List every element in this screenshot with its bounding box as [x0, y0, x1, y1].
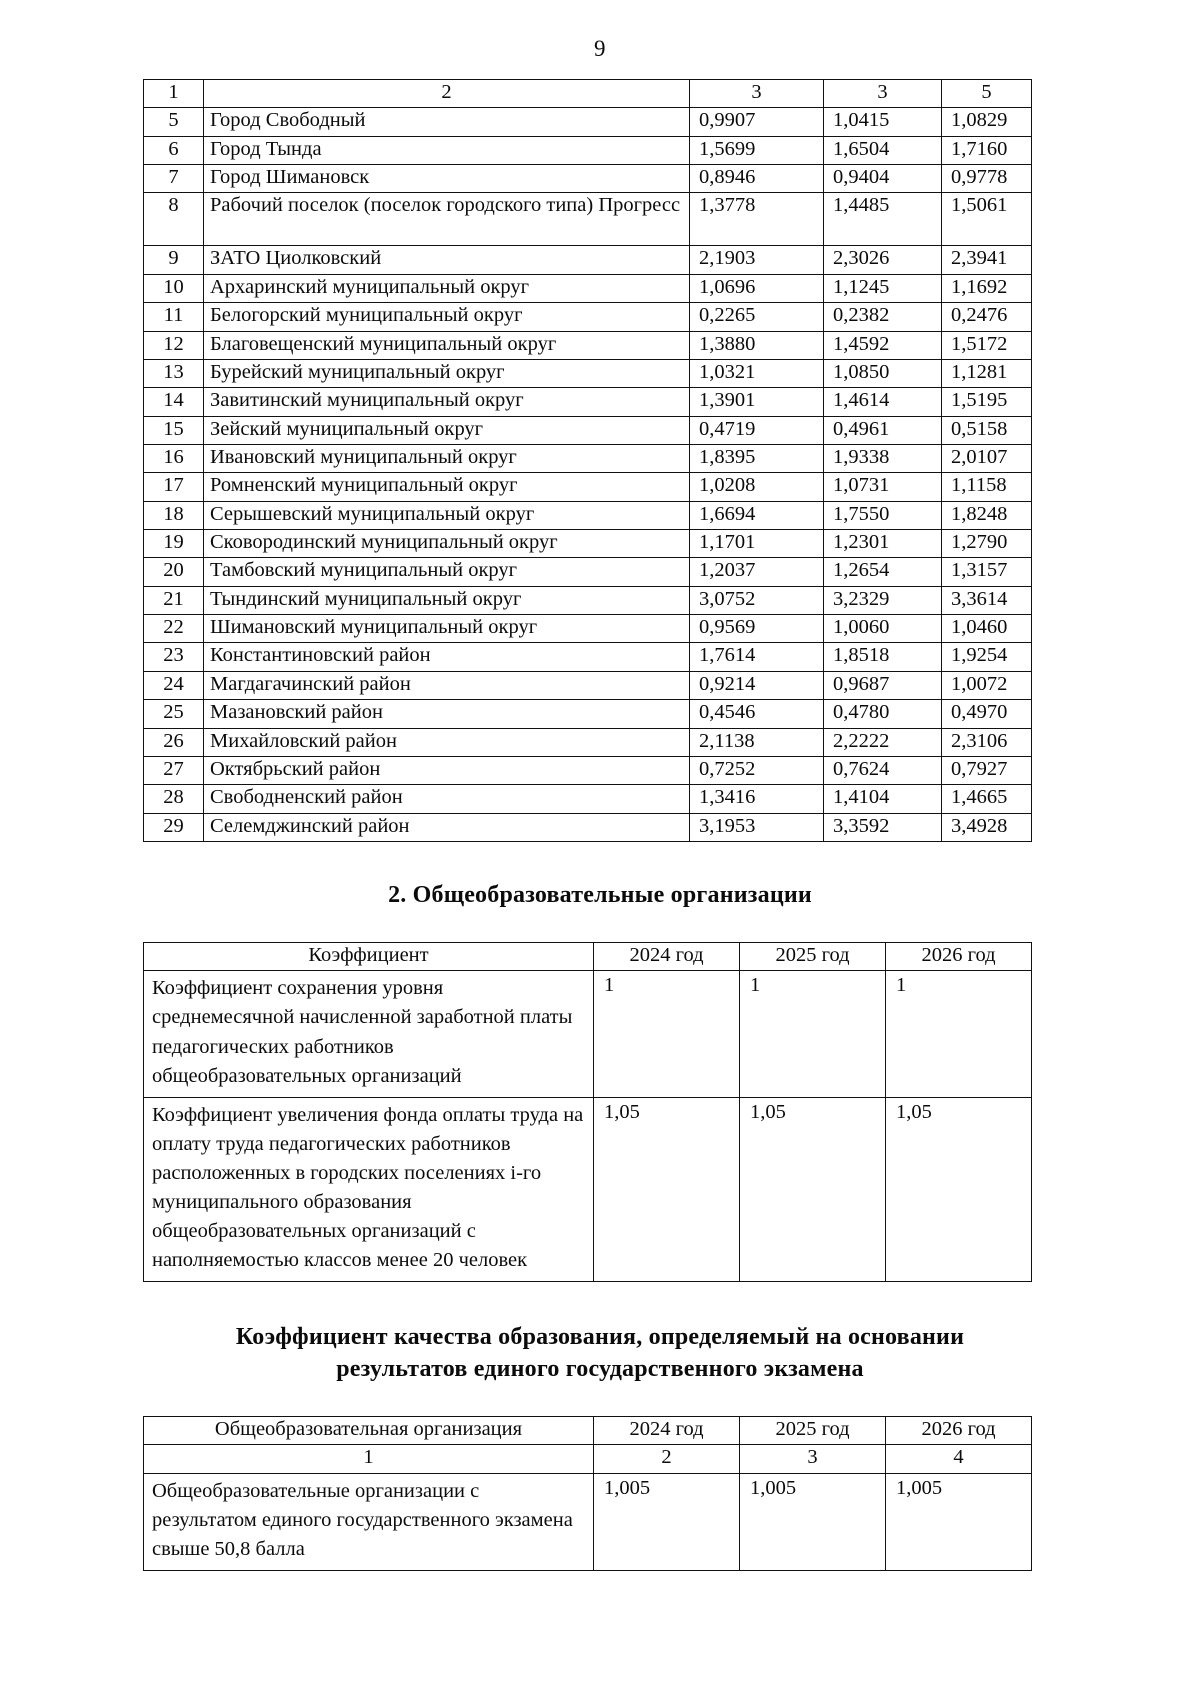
municipality-name: Михайловский район	[204, 728, 690, 756]
value-2024: 1,3778	[690, 193, 824, 246]
municipality-name: Ивановский муниципальный округ	[204, 444, 690, 472]
value-2024: 0,2265	[690, 303, 824, 331]
value-2025: 1,8518	[824, 643, 942, 671]
value-2026: 1,0072	[942, 671, 1032, 699]
value-2025: 1,9338	[824, 444, 942, 472]
table-header-row	[144, 80, 1032, 108]
value-2024: 1,005	[594, 1473, 740, 1570]
municipality-name: Магдагачинский район	[204, 671, 690, 699]
value-2024: 1,0321	[690, 359, 824, 387]
value-2026: 1	[886, 971, 1032, 1097]
column-header-2026: 2026 год	[886, 1416, 1032, 1444]
value-2024: 3,0752	[690, 586, 824, 614]
municipality-name: ЗАТО Циолковский	[204, 246, 690, 274]
value-2024: 0,9214	[690, 671, 824, 699]
ege-quality-table	[143, 1416, 1032, 1571]
table-row	[144, 416, 1032, 444]
row-number: 25	[144, 700, 204, 728]
column-header-2025: 2025 год	[740, 942, 886, 970]
column-header-3: 3	[690, 80, 824, 108]
value-2024: 2,1903	[690, 246, 824, 274]
row-number: 8	[144, 193, 204, 246]
value-2025: 0,2382	[824, 303, 942, 331]
column-header-organization: Общеобразовательная организация	[144, 1416, 594, 1444]
value-2026: 0,2476	[942, 303, 1032, 331]
column-number-4: 4	[886, 1445, 1032, 1473]
value-2026: 1,5195	[942, 388, 1032, 416]
table-row	[144, 756, 1032, 784]
value-2024: 0,9907	[690, 108, 824, 136]
value-2026: 1,5172	[942, 331, 1032, 359]
row-number: 15	[144, 416, 204, 444]
row-number: 21	[144, 586, 204, 614]
value-2024: 1,3901	[690, 388, 824, 416]
row-number: 11	[144, 303, 204, 331]
row-number: 22	[144, 615, 204, 643]
row-number: 29	[144, 813, 204, 841]
value-2025: 1,4485	[824, 193, 942, 246]
value-2024: 1,3416	[690, 785, 824, 813]
municipality-name: Ромненский муниципальный округ	[204, 473, 690, 501]
column-header-2024: 2024 год	[594, 1416, 740, 1444]
value-2025: 1,4104	[824, 785, 942, 813]
municipality-name: Рабочий поселок (поселок городского типа) Прогресс	[204, 193, 690, 246]
value-2026: 3,4928	[942, 813, 1032, 841]
organization-label: Общеобразовательные организации с результатом единого государственного экзамена свыше 50,8 балла	[144, 1473, 594, 1570]
value-2025: 1,2301	[824, 530, 942, 558]
value-2025: 1,0850	[824, 359, 942, 387]
table-row	[144, 473, 1032, 501]
table-numbering-row	[144, 1445, 1032, 1473]
row-number: 14	[144, 388, 204, 416]
value-2026: 1,1158	[942, 473, 1032, 501]
coefficient-label: Коэффициент сохранения уровня среднемесячной начисленной заработной платы педагогических работников общеобразовательных организаций	[144, 971, 594, 1097]
municipality-name: Серышевский муниципальный округ	[204, 501, 690, 529]
municipality-name: Константиновский район	[204, 643, 690, 671]
row-number: 19	[144, 530, 204, 558]
coefficients-table	[143, 942, 1032, 1282]
column-header-2026: 2026 год	[886, 942, 1032, 970]
table-row	[144, 303, 1032, 331]
row-number: 24	[144, 671, 204, 699]
value-2024: 2,1138	[690, 728, 824, 756]
column-number-3: 3	[740, 1445, 886, 1473]
value-2024: 0,8946	[690, 165, 824, 193]
value-2025: 1,2654	[824, 558, 942, 586]
table-row	[144, 359, 1032, 387]
municipality-name: Завитинский муниципальный округ	[204, 388, 690, 416]
value-2024: 0,4719	[690, 416, 824, 444]
row-number: 28	[144, 785, 204, 813]
municipality-name: Мазановский район	[204, 700, 690, 728]
value-2026: 1,2790	[942, 530, 1032, 558]
value-2024: 1,7614	[690, 643, 824, 671]
table-row	[144, 136, 1032, 164]
municipality-name: Город Шимановск	[204, 165, 690, 193]
value-2025: 0,9404	[824, 165, 942, 193]
value-2026: 1,7160	[942, 136, 1032, 164]
row-number: 16	[144, 444, 204, 472]
row-number: 5	[144, 108, 204, 136]
table-row	[144, 813, 1032, 841]
column-header-2025: 2025 год	[740, 1416, 886, 1444]
municipality-name: Селемджинский район	[204, 813, 690, 841]
municipality-name: Архаринский муниципальный округ	[204, 274, 690, 302]
value-2026: 0,4970	[942, 700, 1032, 728]
value-2024: 1,1701	[690, 530, 824, 558]
table-header-row	[144, 1416, 1032, 1444]
value-2026: 1,5061	[942, 193, 1032, 246]
heading-line-2: результатов единого государственного экзамена	[336, 1356, 864, 1383]
row-number: 20	[144, 558, 204, 586]
table-row	[144, 193, 1032, 246]
value-2025: 1,0060	[824, 615, 942, 643]
value-2024: 1,8395	[690, 444, 824, 472]
column-number-1: 1	[144, 1445, 594, 1473]
municipality-name: Свободненский район	[204, 785, 690, 813]
value-2024: 0,7252	[690, 756, 824, 784]
value-2025: 0,4780	[824, 700, 942, 728]
row-number: 6	[144, 136, 204, 164]
value-2026: 1,0829	[942, 108, 1032, 136]
value-2026: 1,005	[886, 1473, 1032, 1570]
value-2026: 0,5158	[942, 416, 1032, 444]
municipality-name: Октябрьский район	[204, 756, 690, 784]
value-2025: 3,3592	[824, 813, 942, 841]
municipality-name: Белогорский муниципальный округ	[204, 303, 690, 331]
table-row	[144, 785, 1032, 813]
table-row	[144, 728, 1032, 756]
value-2026: 1,05	[886, 1097, 1032, 1282]
table-row	[144, 108, 1032, 136]
coefficients-table-body	[144, 971, 1032, 1282]
value-2024: 1,0696	[690, 274, 824, 302]
row-number: 23	[144, 643, 204, 671]
table-header-row	[144, 942, 1032, 970]
column-header-2024: 2024 год	[594, 942, 740, 970]
table-row	[144, 444, 1032, 472]
value-2026: 0,9778	[942, 165, 1032, 193]
table-row	[144, 388, 1032, 416]
value-2026: 1,9254	[942, 643, 1032, 671]
municipal-table-body	[144, 108, 1032, 842]
table-row	[144, 615, 1032, 643]
value-2024: 0,4546	[690, 700, 824, 728]
value-2026: 3,3614	[942, 586, 1032, 614]
value-2025: 2,3026	[824, 246, 942, 274]
row-number: 26	[144, 728, 204, 756]
municipality-name: Город Свободный	[204, 108, 690, 136]
column-header-4: 3	[824, 80, 942, 108]
value-2025: 1,0731	[824, 473, 942, 501]
municipality-name: Шимановский муниципальный округ	[204, 615, 690, 643]
municipality-name: Город Тында	[204, 136, 690, 164]
row-number: 27	[144, 756, 204, 784]
page-number: 9	[594, 36, 606, 61]
value-2026: 1,4665	[942, 785, 1032, 813]
table-row	[144, 700, 1032, 728]
row-number: 9	[144, 246, 204, 274]
table-row	[144, 274, 1032, 302]
row-number: 7	[144, 165, 204, 193]
value-2025: 2,2222	[824, 728, 942, 756]
value-2025: 0,7624	[824, 756, 942, 784]
table-row	[144, 165, 1032, 193]
value-2024: 1,0208	[690, 473, 824, 501]
column-header-coefficient: Коэффициент	[144, 942, 594, 970]
value-2025: 1,0415	[824, 108, 942, 136]
value-2024: 1,05	[594, 1097, 740, 1282]
value-2025: 1,005	[740, 1473, 886, 1570]
table-row	[144, 331, 1032, 359]
row-number: 18	[144, 501, 204, 529]
value-2025: 1,6504	[824, 136, 942, 164]
value-2026: 2,3106	[942, 728, 1032, 756]
row-number: 12	[144, 331, 204, 359]
section-heading-organizations: 2. Общеобразовательные организации	[388, 881, 812, 908]
coefficient-label: Коэффициент увеличения фонда оплаты труда на оплату труда педагогических работников расположенных в городских поселениях i-го муниципального образования общеобразовательных организаций с наполняемостью классов менее 20 человек	[144, 1097, 594, 1282]
section-heading-education-quality	[0, 1322, 1200, 1385]
value-2024: 3,1953	[690, 813, 824, 841]
table-row	[144, 1097, 1032, 1282]
table-row	[144, 501, 1032, 529]
value-2026: 1,1692	[942, 274, 1032, 302]
value-2025: 1,1245	[824, 274, 942, 302]
column-number-2: 2	[594, 1445, 740, 1473]
column-header-5: 5	[942, 80, 1032, 108]
value-2024: 1,6694	[690, 501, 824, 529]
row-number: 13	[144, 359, 204, 387]
value-2025: 1,05	[740, 1097, 886, 1282]
value-2025: 1,7550	[824, 501, 942, 529]
table-row	[144, 530, 1032, 558]
municipality-name: Тамбовский муниципальный округ	[204, 558, 690, 586]
value-2026: 2,0107	[942, 444, 1032, 472]
value-2024: 1,5699	[690, 136, 824, 164]
value-2025: 1,4592	[824, 331, 942, 359]
table-row	[144, 558, 1032, 586]
value-2025: 1	[740, 971, 886, 1097]
value-2025: 1,4614	[824, 388, 942, 416]
value-2024: 1,2037	[690, 558, 824, 586]
value-2024: 0,9569	[690, 615, 824, 643]
value-2026: 1,1281	[942, 359, 1032, 387]
value-2025: 0,9687	[824, 671, 942, 699]
municipality-name: Благовещенский муниципальный округ	[204, 331, 690, 359]
column-header-2: 2	[204, 80, 690, 108]
table-row	[144, 1473, 1032, 1570]
value-2026: 1,3157	[942, 558, 1032, 586]
value-2025: 0,4961	[824, 416, 942, 444]
ege-table-body	[144, 1473, 1032, 1570]
table-row	[144, 971, 1032, 1097]
table-row	[144, 586, 1032, 614]
municipality-name: Зейский муниципальный округ	[204, 416, 690, 444]
value-2025: 3,2329	[824, 586, 942, 614]
value-2026: 0,7927	[942, 756, 1032, 784]
table-row	[144, 246, 1032, 274]
column-header-1: 1	[144, 80, 204, 108]
heading-line-1: Коэффициент качества образования, определяемый на основании	[235, 1324, 965, 1351]
row-number: 10	[144, 274, 204, 302]
municipality-name: Сковородинский муниципальный округ	[204, 530, 690, 558]
value-2026: 1,0460	[942, 615, 1032, 643]
value-2026: 2,3941	[942, 246, 1032, 274]
value-2024: 1	[594, 971, 740, 1097]
municipal-coefficients-table	[143, 79, 1032, 842]
municipality-name: Бурейский муниципальный округ	[204, 359, 690, 387]
table-row	[144, 671, 1032, 699]
table-row	[144, 643, 1032, 671]
municipality-name: Тындинский муниципальный округ	[204, 586, 690, 614]
value-2026: 1,8248	[942, 501, 1032, 529]
row-number: 17	[144, 473, 204, 501]
value-2024: 1,3880	[690, 331, 824, 359]
